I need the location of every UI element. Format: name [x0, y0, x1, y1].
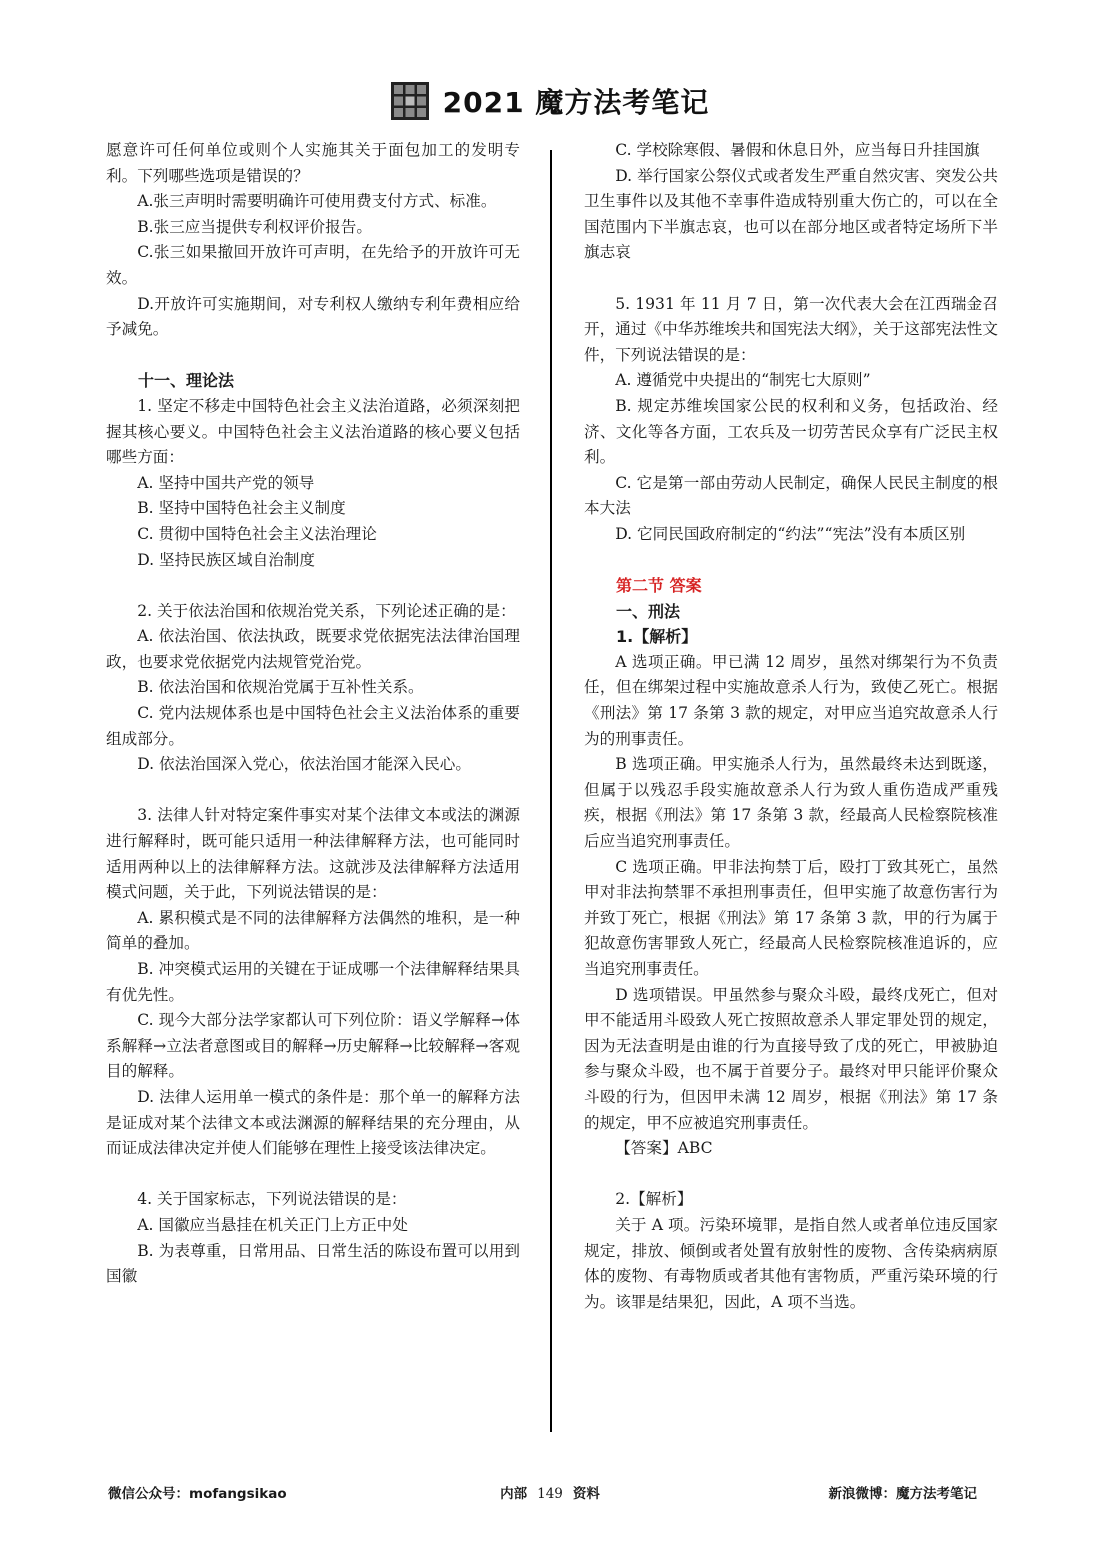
question-3-option-c: C. 现今大部分法学家都认可下列位阶：语义学解释→体系解释→立法者意图或目的解释→历史解释→比较解释→客观目的解释。	[106, 1011, 520, 1081]
question-5: 5. 1931 年 11 月 7 日，第一次代表大会在江西瑞金召开，通过《中华苏维埃共和国宪法大纲》，关于这部宪法性文件，下列说法错误的是：	[584, 294, 998, 364]
intro-option-d: D.开放许可实施期间，对专利权人缴纳专利年费相应给予减免。	[106, 294, 520, 339]
answer-1-paragraph-b: B 选项正确。甲实施杀人行为，虽然最终未达到既遂，但属于以残忍手段实施故意杀人行为致人重伤造成严重残疾，根据《刑法》第 17 条第 3 款，经最高人民检察院核准后应当追究刑事责任。	[584, 755, 998, 851]
section-title-answers: 第二节 答案	[616, 576, 702, 596]
header-title: 2021 魔方法考笔记	[442, 86, 710, 119]
question-3: 3. 法律人针对特定案件事实对某个法律文本或法的渊源进行解释时，既可能只适用一种法律解释方法，也可能同时适用两种以上的法律解释方法。这就涉及法律解释方法适用模式问题，关于此，下列说法错误的是：	[106, 806, 520, 902]
answer-1-paragraph-a: A 选项正确。甲已满 12 周岁，虽然对绑架行为不负责任，但在绑架过程中实施故意杀人行为，致使乙死亡。根据《刑法》第 17 条第 3 款的规定，对甲应当追究故意杀人行为的刑事责任。	[584, 652, 998, 748]
question-2-option-d: D. 依法治国深入党心，依法治国才能深入民心。	[137, 755, 471, 774]
right-column	[584, 138, 998, 1315]
footer-internal-label: 内部	[500, 1486, 528, 1502]
answer-1-paragraph-d: D 选项错误。甲虽然参与聚众斗殴，最终戊死亡，但对甲不能适用斗殴致人死亡按照故意杀人罪定罪处罚的规定，因为无法查明是由谁的行为直接导致了戊的死亡，甲被胁迫参与聚众斗殴，也不属于首要分子。最终对甲只能评价聚众斗殴的行为，但因甲未满 12 周岁，根据《刑法》第 17 条的规定，甲不应被追究刑事责任。	[584, 985, 998, 1132]
intro-option-c: C.张三如果撤回开放许可声明，在先给予的开放许可无效。	[106, 243, 520, 287]
page-number: 149	[537, 1486, 563, 1502]
question-1-option-b: B. 坚持中国特色社会主义制度	[137, 499, 346, 518]
answer-2-title: 2.【解析】	[615, 1190, 693, 1209]
page-footer	[0, 1482, 1100, 1506]
subsection-title-criminal-law: 一、刑法	[616, 601, 681, 621]
intro-option-b: B.张三应当提供专利权评价报告。	[137, 217, 372, 236]
question-4: 4. 关于国家标志，下列说法错误的是：	[137, 1190, 407, 1209]
footer-material-label: 资料	[572, 1486, 600, 1502]
question-2-option-b: B. 依法治国和依规治党属于互补性关系。	[137, 678, 424, 697]
page-header	[0, 76, 1100, 126]
question-3-option-a: A. 累积模式是不同的法律解释方法偶然的堆积，是一种简单的叠加。	[106, 908, 520, 953]
question-1: 1. 坚定不移走中国特色社会主义法治道路，必须深刻把握其核心要义。中国特色社会主义法治道路的核心要义包括哪些方面：	[106, 396, 520, 467]
answer-1-paragraph-c: C 选项正确。甲非法拘禁丁后，殴打丁致其死亡，虽然甲对非法拘禁罪不承担刑事责任，但甲实施了故意伤害行为并致丁死亡，根据《刑法》第 17 条第 3 款，甲的行为属于犯故意伤害罪致人死亡，经最高人民检察院核准追诉的，应当追究刑事责任。	[584, 857, 998, 978]
rubiks-cube-logo-icon	[391, 82, 429, 120]
question-1-option-c: C. 贯彻中国特色社会主义法治理论	[137, 524, 377, 543]
footer-weibo: 新浪微博：魔方法考笔记	[828, 1486, 977, 1502]
intro-text: 愿意许可任何单位或则个人实施其关于面包加工的发明专利。下列哪些选项是错误的？	[106, 141, 520, 185]
question-1-option-a: A. 坚持中国共产党的领导	[137, 473, 315, 492]
question-5-option-c: C. 它是第一部由劳动人民制定，确保人民民主制度的根本大法	[584, 473, 998, 518]
intro-option-a: A.张三声明时需要明确许可使用费支付方式、标准。	[137, 192, 497, 211]
question-2-option-c: C. 党内法规体系也是中国特色社会主义法治体系的重要组成部分。	[106, 704, 520, 748]
answer-1-result: 【答案】ABC	[615, 1139, 713, 1158]
footer-wechat: 微信公众号：mofangsikao	[108, 1486, 287, 1502]
question-4-option-c: C. 学校除寒假、暑假和休息日外，应当每日升挂国旗	[615, 141, 980, 159]
answer-1-title: 1.【解析】	[616, 627, 698, 647]
column-divider	[550, 150, 552, 1432]
question-3-option-d: D. 法律人运用单一模式的条件是：那个单一的解释方法是证成对某个法律文本或法渊源的解释结果的充分理由，从而证成法律决定并使人们能够在理性上接受该法律决定。	[106, 1087, 520, 1158]
question-4-option-a: A. 国徽应当悬挂在机关正门上方正中处	[137, 1215, 408, 1234]
question-2-option-a: A. 依法治国、依法执政，既要求党依据宪法法律治国理政，也要求党依据党内法规管党治党。	[106, 627, 520, 671]
section-title-theory-law: 十一、理论法	[138, 371, 235, 391]
footer-center	[472, 1482, 628, 1502]
question-4-option-b: B. 为表尊重，日常用品、日常生活的陈设布置可以用到国徽	[106, 1241, 520, 1286]
question-5-option-a: A. 遵循党中央提出的“制宪七大原则”	[615, 371, 871, 390]
question-3-option-b: B. 冲突模式运用的关键在于证成哪一个法律解释结果具有优先性。	[106, 960, 520, 1004]
question-5-option-d: D. 它同民国政府制定的“约法”“宪法”没有本质区别	[615, 524, 966, 543]
left-column	[106, 138, 520, 1290]
answer-2-paragraph-a: 关于 A 项。污染环境罪，是指自然人或者单位违反国家规定，排放、倾倒或者处置有放射性的废物、含传染病病原体的废物、有毒物质或者其他有害物质，严重污染环境的行为。该罪是结果犯，因此，A 项不当选。	[584, 1215, 998, 1311]
question-1-option-d: D. 坚持民族区域自治制度	[137, 550, 315, 569]
question-4-option-d: D. 举行国家公祭仪式或者发生严重自然灾害、突发公共卫生事件以及其他不幸事件造成特别重大伤亡的，可以在全国范围内下半旗志哀，也可以在部分地区或者特定场所下半旗志哀	[584, 166, 998, 262]
question-2: 2. 关于依法治国和依规治党关系，下列论述正确的是：	[137, 601, 516, 620]
question-5-option-b: B. 规定苏维埃国家公民的权利和义务，包括政治、经济、文化等各方面，工农兵及一切劳苦民众享有广泛民主权利。	[584, 396, 998, 467]
